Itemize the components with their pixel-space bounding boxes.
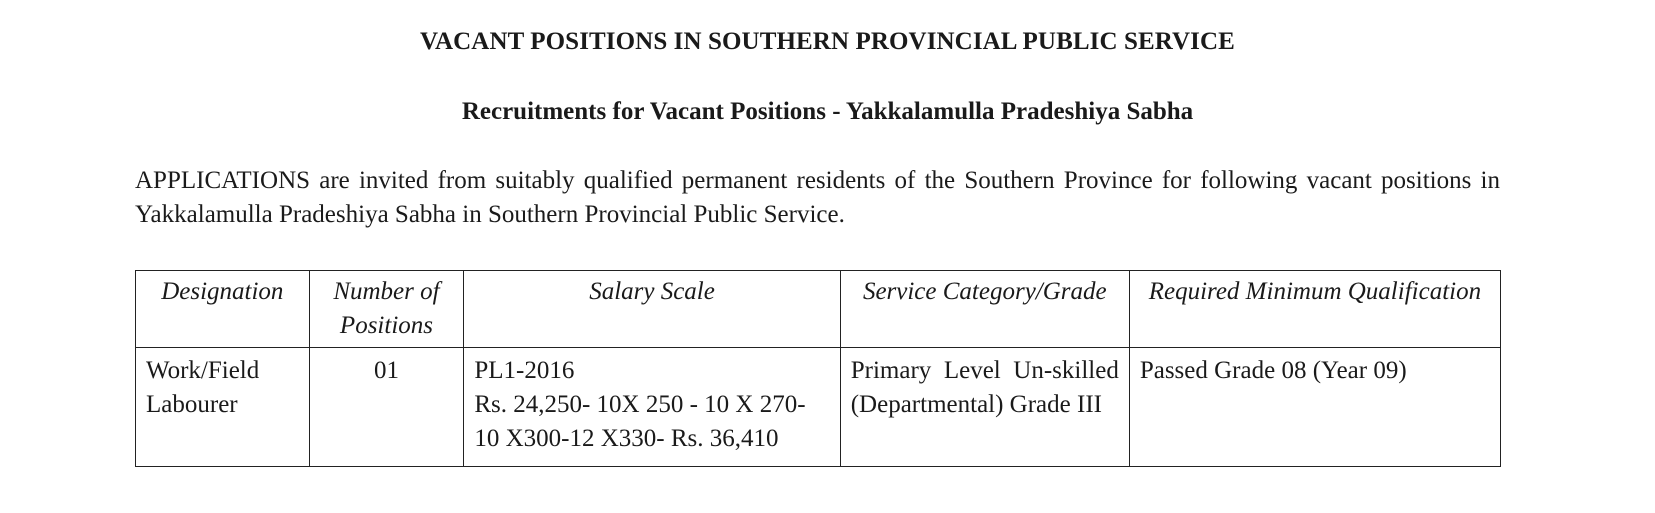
cell-positions: 01 xyxy=(309,348,464,467)
cell-service-category: Primary Level Un-skilled (Departmental) Grade III xyxy=(840,348,1129,467)
header-service-category: Service Category/Grade xyxy=(840,271,1129,348)
header-required-qualification: Required Minimum Qualification xyxy=(1129,271,1500,348)
table-header-row xyxy=(136,271,1501,348)
table-row xyxy=(136,348,1501,467)
header-designation: Designation xyxy=(136,271,310,348)
cell-designation: Work/Field Labourer xyxy=(136,348,310,467)
cell-salary-scale xyxy=(464,348,840,467)
header-salary-scale: Salary Scale xyxy=(464,271,840,348)
page-title: VACANT POSITIONS IN SOUTHERN PROVINCIAL PUBLIC SERVICE xyxy=(420,28,1235,55)
cell-qualification: Passed Grade 08 (Year 09) xyxy=(1129,348,1500,467)
salary-code: PL1-2016 xyxy=(474,357,575,384)
intro-paragraph: APPLICATIONS are invited from suitably qualified permanent residents of the Southern Province for following vacant positions in Yakkalamulla Pradeshiya Sabha in Southern Provincial Public Service. xyxy=(135,167,1500,228)
vacancy-table xyxy=(135,270,1501,467)
salary-range: Rs. 24,250- 10X 250 - 10 X 270- 10 X300-12 X330- Rs. 36,410 xyxy=(474,391,806,452)
header-number-of-positions: Number of Positions xyxy=(309,271,464,348)
page-subtitle: Recruitments for Vacant Positions - Yakkalamulla Pradeshiya Sabha xyxy=(461,98,1194,125)
